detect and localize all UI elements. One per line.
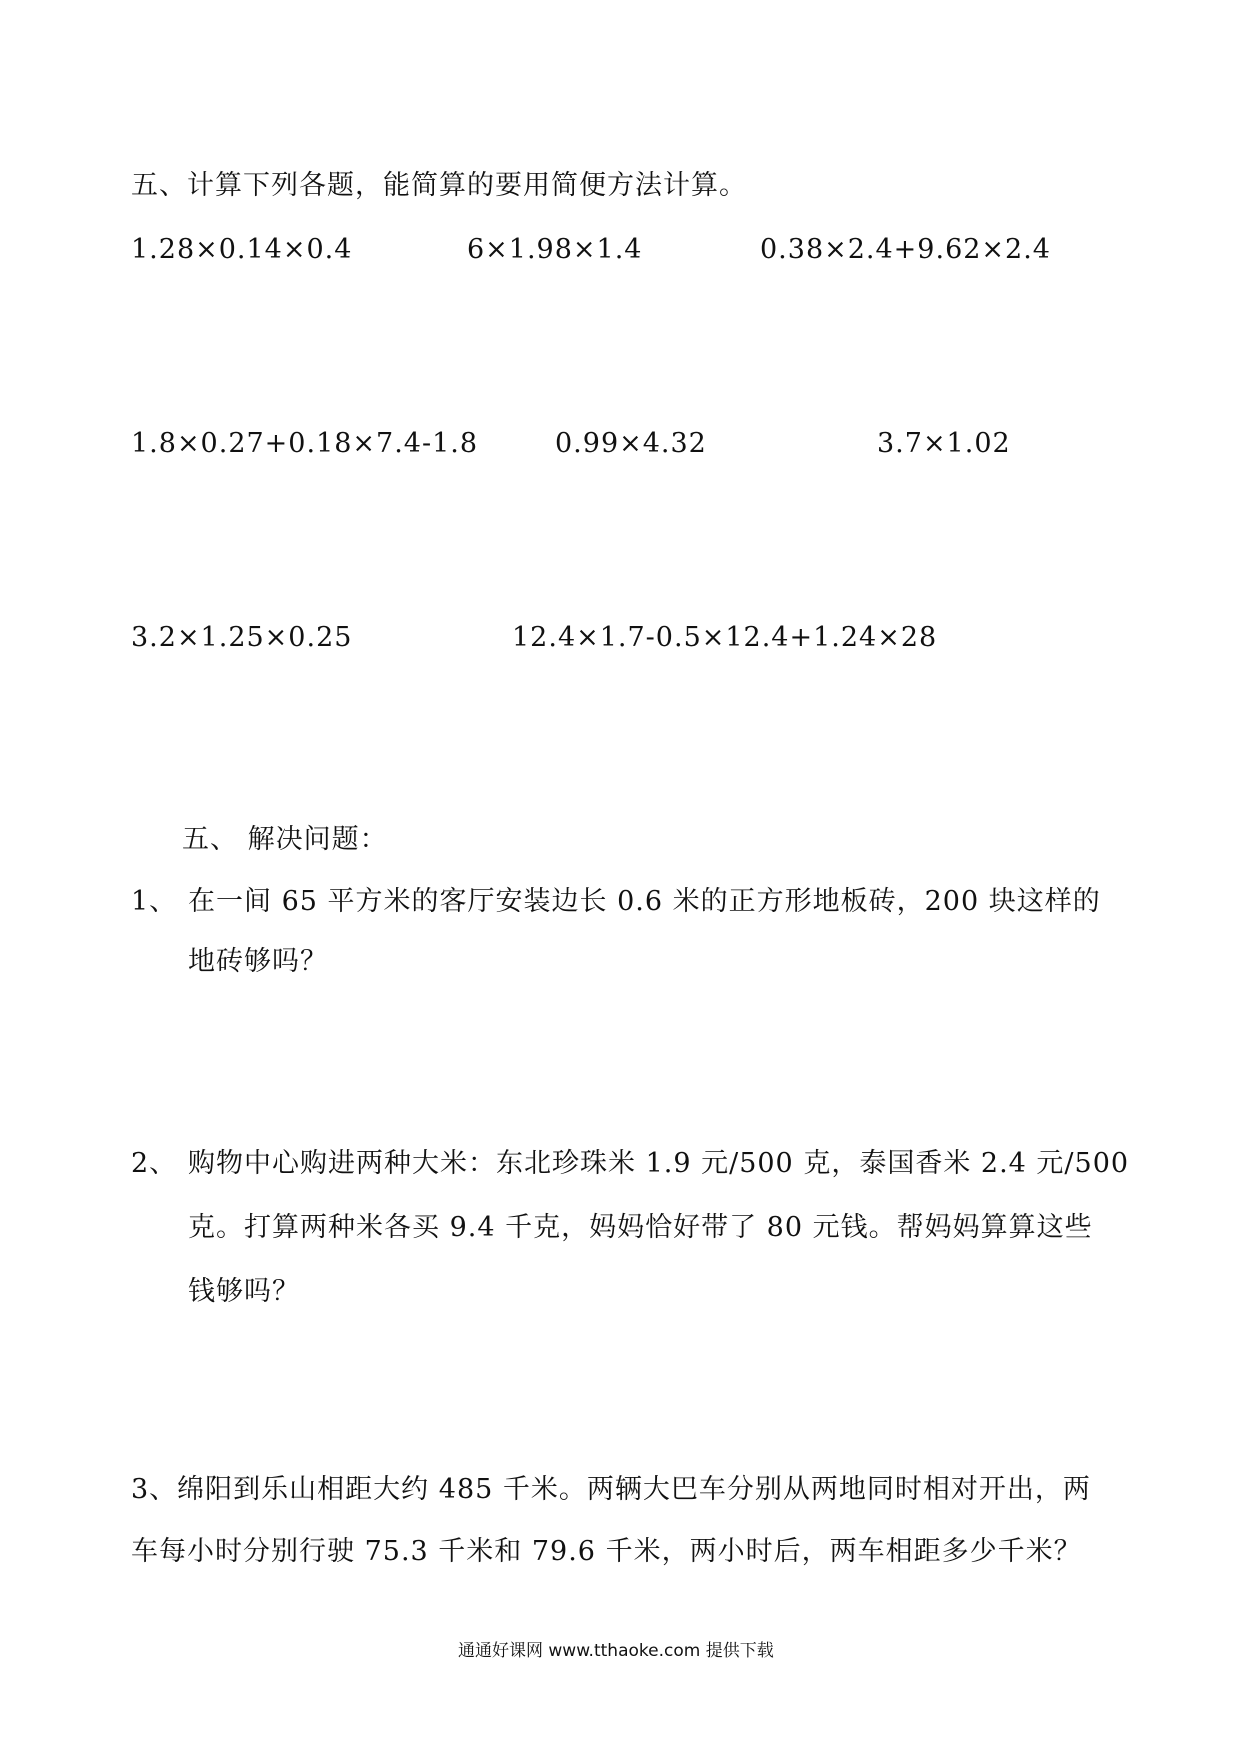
calc-expression: 0.38×2.4+9.62×2.4 [760, 234, 1051, 265]
question-text: 在一间 65 平方米的客厅安装边长 0.6 米的正方形地板砖，200 块这样的 [188, 886, 1101, 917]
problems-section-heading: 五、 解决问题： [182, 824, 388, 855]
page-footer: 通通好课网 www.tthaoke.com 提供下载 [458, 1641, 774, 1661]
question-text: 车每小时分别行驶 75.3 千米和 79.6 千米，两小时后，两车相距多少千米？ [131, 1536, 1082, 1567]
calc-expression: 3.7×1.02 [877, 428, 1011, 459]
question-number: 2、 [131, 1148, 178, 1179]
calc-expression: 6×1.98×1.4 [467, 234, 643, 265]
question-text: 克。打算两种米各买 9.4 千克，妈妈恰好带了 80 元钱。帮妈妈算算这些 [188, 1212, 1093, 1243]
question-text: 钱够吗？ [188, 1276, 300, 1307]
question-text: 购物中心购进两种大米：东北珍珠米 1.9 元/500 克，泰国香米 2.4 元/500 [188, 1148, 1130, 1179]
question-text: 3、绵阳到乐山相距大约 485 千米。两辆大巴车分别从两地同时相对开出，两 [131, 1474, 1091, 1505]
question-text: 地砖够吗？ [188, 946, 328, 977]
calc-section-heading: 五、计算下列各题，能简算的要用简便方法计算。 [131, 170, 747, 201]
calc-expression: 3.2×1.25×0.25 [131, 622, 353, 653]
calc-expression: 0.99×4.32 [555, 428, 707, 459]
calc-expression: 1.8×0.27+0.18×7.4-1.8 [131, 428, 479, 459]
calc-expression: 12.4×1.7-0.5×12.4+1.24×28 [512, 622, 938, 653]
question-number: 1、 [131, 886, 178, 917]
calc-expression: 1.28×0.14×0.4 [131, 234, 353, 265]
